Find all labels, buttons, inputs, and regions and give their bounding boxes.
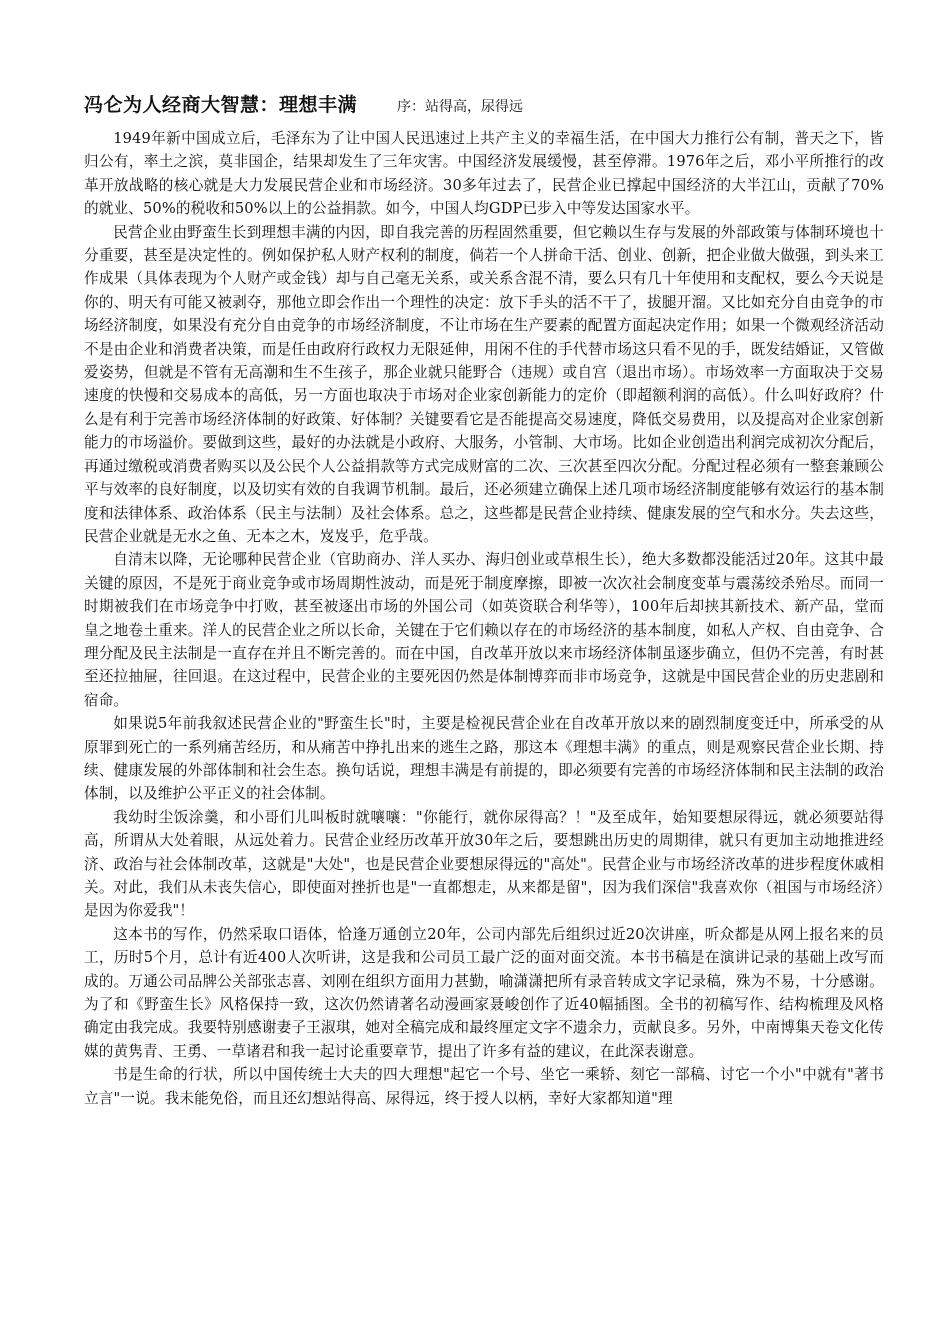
paragraph-7: 书是生命的行状，所以中国传统士大夫的四大理想"起它一个号、坐它一乘轿、刻它一部稿、讨它一个小"中就有"著书立言"一说。我未能免俗，而且还幻想站得高、尿得远，终于授人以柄，幸好大家都知道"理 bbox=[84, 1066, 884, 1107]
paragraph-3: 自清末以降，无论哪种民营企业（官助商办、洋人买办、海归创业或草根生长），绝大多数都没能活过20年。这其中最关键的原因，不是死于商业竞争或市场周期性波动，而是死于制度摩擦，即被一次次社会制度变革与震荡绞杀殆尽。而同一时期被我们在市场竞争中打败，甚至被逐出市场的外国公司（如英资联合利华等），100年后却挟其新技术、新产品，堂而皇之地卷土重来。洋人的民营企业之所以长命，关键在于它们赖以存在的市场经济的基本制度，如私人产权、自由竞争、合理分配及民主法制是一直存在并且不断完善的。而在中国，自改革开放以来市场经济体制虽逐步确立，但仍不完善，有时甚至还拉抽屉，往回退。在这过程中，民营企业的主要死因仍然是体制博弈而非市场竞争，这就是中国民营企业的历史悲剧和宿命。 bbox=[84, 551, 884, 709]
paragraph-2: 民营企业由野蛮生长到理想丰满的内因，即自我完善的历程固然重要，但它赖以生存与发展的外部政策与体制环境也十分重要，甚至是决定性的。例如保护私人财产权利的制度，倘若一个人拼命干活、创业、创新，把企业做大做强，到头来工作成果（具体表现为个人财产或金钱）却与自己毫无关系，或关系含混不清，要么只有几十年使用和支配权，要么今天说是你的、明天有可能又被剥夺，那他立即会作出一个理性的决定：放下手头的活不干了，拔腿开溜。又比如充分自由竞争的市场经济制度，如果没有充分自由竞争的市场经济制度，不让市场在生产要素的配置方面起决定作用；如果一个微观经济活动不是由企业和消费者决策，而是任由政府行政权力无限延伸，用闲不住的手代替市场这只看不见的手，既发结婚证，又管做爱姿势，但就是不管有无高潮和生不生孩子，那企业就只能野合（违规）或自宫（退出市场）。市场效率一方面取决于交易速度的快慢和交易成本的高低，另一方面也取决于市场对企业家创新能力的定价（即超额利润的高低）。什么叫好政府？什么是有利于完善市场经济体制的好政策、好体制？关键要看它是否能提高交易速度，降低交易费用，以及提高对企业家创新能力的市场溢价。要做到这些，最好的办法就是小政府、大服务，小管制、大市场。比如企业创造出利润完成初次分配后，再通过缴税或消费者购买以及公民个人公益捐款等方式完成财富的二次、三次甚至四次分配。分配过程必须有一整套兼顾公平与效率的良好制度，以及切实有效的自我调节机制。最后，还必须建立确保上述几项市场经济制度能够有效运行的基本制度和法律体系、政治体系（民主与法制）及社会体系。总之，这些都是民营企业持续、健康发展的空气和水分。失去这些，民营企业就是无水之鱼、无本之木，岌岌乎，危乎哉。 bbox=[84, 223, 884, 545]
document-page bbox=[84, 90, 884, 1110]
title-line bbox=[84, 90, 884, 117]
document-title: 冯仑为人经商大智慧：理想丰满 bbox=[84, 94, 358, 116]
paragraph-6: 这本书的写作，仍然采取口语体，恰逢万通创立20年，公司内部先后组织过近20次讲座，听众都是从网上报名来的员工，历时5个月，总计有近400人次听讲，这是我和公司员工最广泛的面对面交流。本书书稿是在演讲记录的基础上改写而成的。万通公司品牌公关部张志喜、刘刚在组织方面用力甚勤，喻潇潇把所有录音转成文字记录稿，殊为不易，十分感谢。为了和《野蛮生长》风格保持一致，这次仍然请著名动漫画家聂峻创作了近40幅插图。全书的初稿写作、结构梳理及风格确定由我完成。我要特别感谢妻子王淑琪，她对全稿完成和最终厘定文字不遗余力，贡献良多。另外，中南博集天卷文化传媒的黄隽青、王勇、一草诸君和我一起讨论重要章节，提出了许多有益的建议，在此深表谢意。 bbox=[84, 925, 884, 1060]
paragraph-1: 1949年新中国成立后，毛泽东为了让中国人民迅速过上共产主义的幸福生活，在中国大力推行公有制，普天之下，皆归公有，率土之滨，莫非国企，结果却发生了三年灾害。中国经济发展缓慢，甚至停滞。1976年之后，邓小平所推行的改革开放战略的核心就是大力发展民营企业和市场经济。30多年过去了，民营企业已撑起中国经济的大半江山，贡献了70%的就业、50%的税收和50%以上的公益捐款。如今，中国人均GDP已步入中等发达国家水平。 bbox=[84, 130, 884, 218]
paragraph-4: 如果说5年前我叙述民营企业的"野蛮生长"时，主要是检视民营企业在自改革开放以来的剧烈制度变迁中，所承受的从原罪到死亡的一系列痛苦经历，和从痛苦中挣扎出来的逃生之路，那这本《理想丰满》的重点，则是观察民营企业长期、持续、健康发展的外部体制和社会生态。换句话说，理想丰满是有前提的，即必须要有完善的市场经济体制和民主法制的政治体制，以及维护公平正义的社会体制。 bbox=[84, 715, 884, 803]
document-subtitle: 序：站得高，尿得远 bbox=[397, 99, 524, 115]
paragraph-5: 我幼时尘饭涂羹，和小哥们儿叫板时就嚷嚷："你能行，就你尿得高？！"及至成年，始知要想尿得远，就必须要站得高，所谓从大处着眼，从远处着力。民营企业经历改革开放30年之后，要想跳出历史的周期律，就只有更加主动地推进经济、政治与社会体制改革，这就是"大处"，也是民营企业要想尿得远的"高处"。民营企业与市场经济改革的进步程度休戚相关。对此，我们从未丧失信心，即使面对挫折也是"一直都想走，从来都是留"，因为我们深信"我喜欢你（祖国与市场经济）是因为你爱我"！ bbox=[84, 808, 884, 920]
